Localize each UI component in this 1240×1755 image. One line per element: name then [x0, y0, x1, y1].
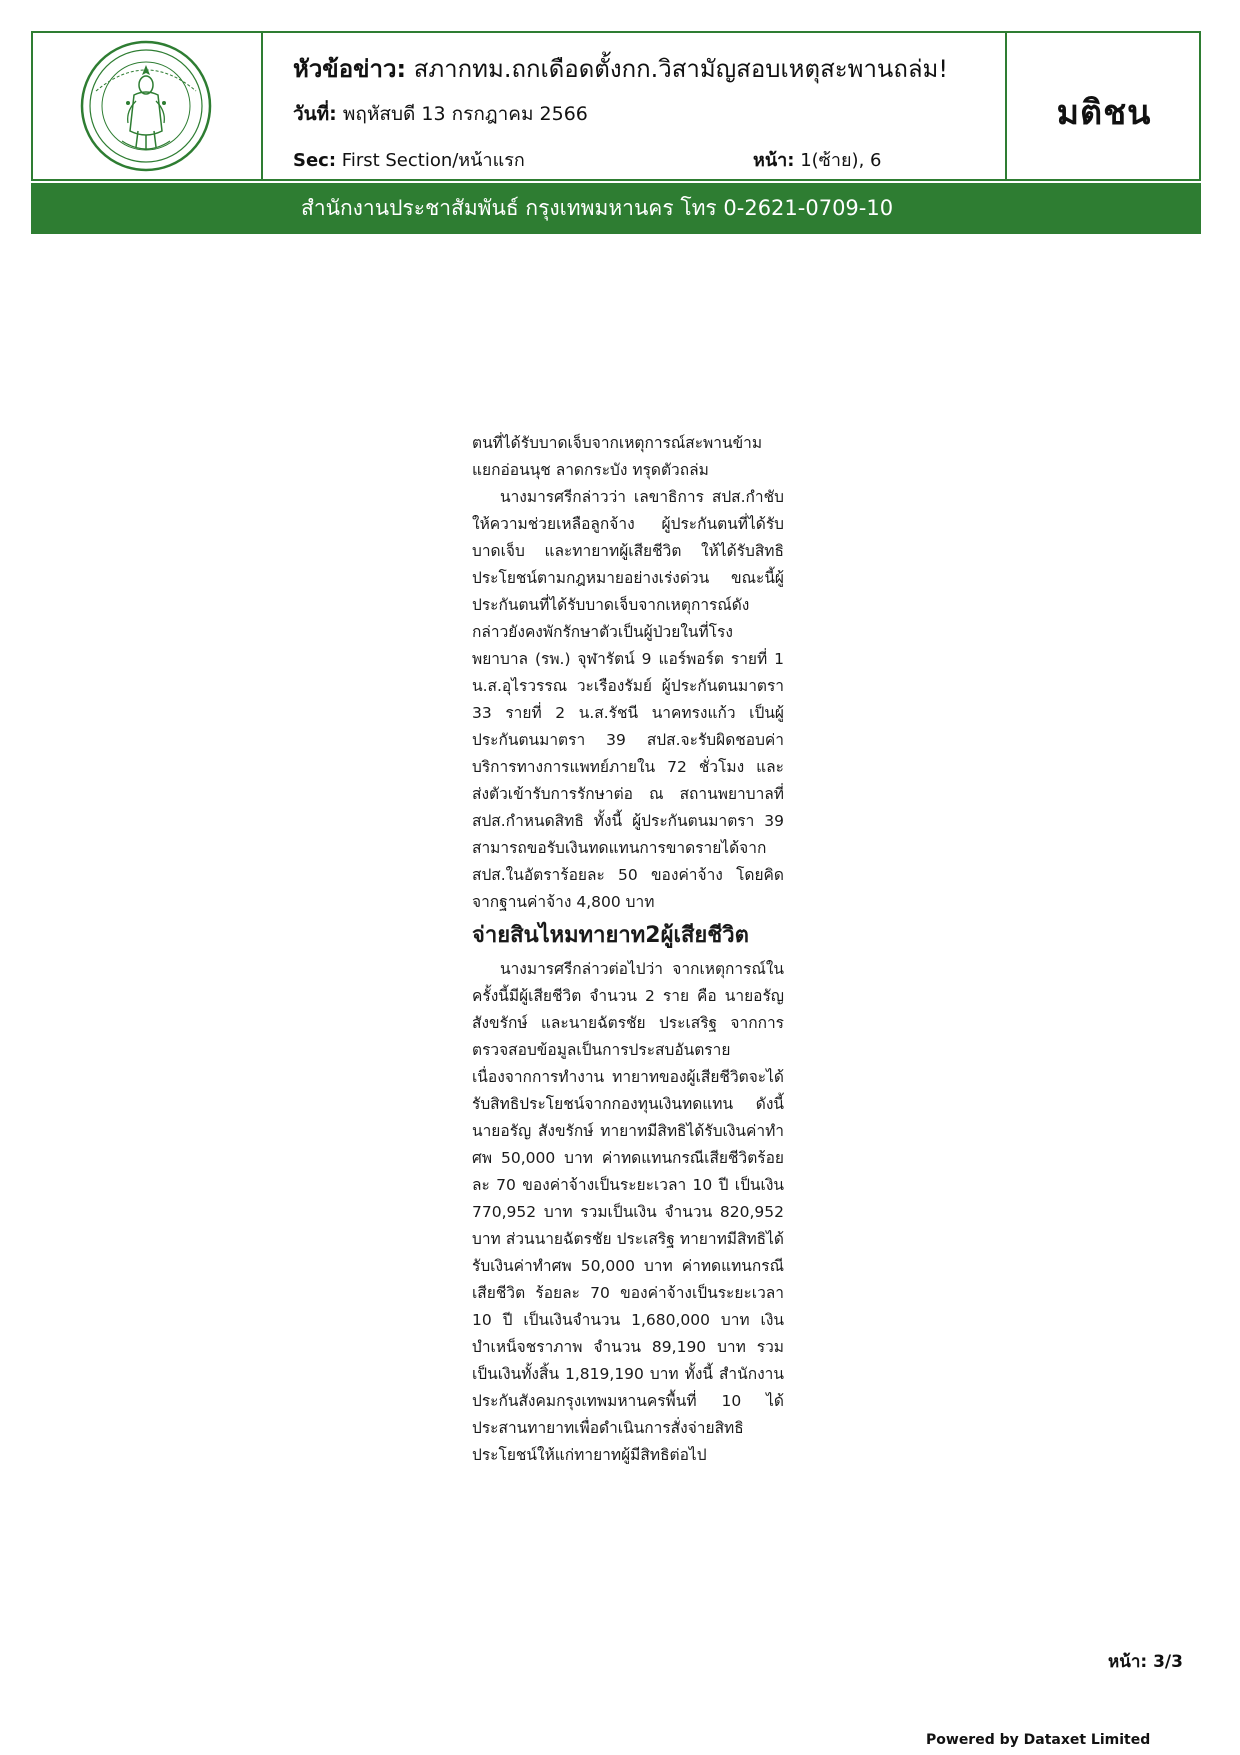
date-row — [293, 99, 588, 129]
powered-by: Powered by Dataxet Limited — [926, 1732, 1151, 1748]
page-ref-row — [753, 145, 881, 174]
date-text: พฤหัสบดี 13 กรกฎาคม 2566 — [336, 103, 588, 125]
logo-cell — [33, 33, 263, 179]
article-subheading: จ่ายสินไหมทายาท2ผู้เสียชีวิต — [472, 923, 749, 948]
section-label: Sec: — [293, 150, 337, 171]
page-ref-text: 1(ซ้าย), 6 — [794, 150, 882, 171]
section-text: First Section/หน้าแรก — [336, 150, 525, 171]
headline-row — [293, 49, 948, 88]
article-paragraph: ตนที่ได้รับบาดเจ็บจากเหตุการณ์สะพานข้ามแยกอ่อนนุช ลาดกระบัง ทรุดตัวถล่ม — [472, 434, 763, 479]
publication-name: มติชน — [1056, 93, 1152, 133]
page-number-value: 3/3 — [1147, 1652, 1183, 1672]
page-number-label: หน้า: — [1108, 1652, 1148, 1672]
page-number — [1108, 1648, 1183, 1675]
headline-label: หัวข้อข่าว: — [293, 55, 407, 83]
section-row — [293, 145, 525, 174]
bma-seal-icon — [76, 39, 216, 173]
page-ref-label: หน้า: — [753, 150, 795, 171]
header-info — [263, 33, 1005, 179]
article-body — [472, 430, 784, 1469]
clipping-header — [31, 31, 1201, 181]
article-paragraph: นางมารศรีกล่าวว่า เลขาธิการ สปส.กำชับให้ความช่วยเหลือลูกจ้าง ผู้ประกันตนที่ได้รับบาดเจ็บ และทายาทผู้เสียชีวิต ให้ได้รับสิทธิประโยชน์ตามกฎหมายอย่างเร่งด่วน ขณะนี้ผู้ประกันตนที่ได้รับบาดเจ็บจากเหตุการณ์ดังกล่าวยังคงพักรักษาตัวเป็นผู้ป่วยในที่โรงพยาบาล (รพ.) จุฬารัตน์ 9 แอร์พอร์ต รายที่ 1 น.ส.อุไรวรรณ วะเรืองรัมย์ ผู้ประกันตนมาตรา 33 รายที่ 2 น.ส.รัชนี นาคทรงแก้ว เป็นผู้ประกันตนมาตรา 39 สปส.จะรับผิดชอบค่าบริการทางการแพทย์ภายใน 72 ชั่วโมง และส่งตัวเข้ารับการรักษาต่อ ณ สถานพยาบาลที่สปส.กำหนดสิทธิ ทั้งนี้ ผู้ประกันตนมาตรา 39 สามารถขอรับเงินทดแทนการขาดรายได้จาก สปส.ในอัตราร้อยละ 50 ของค่าจ้าง โดยคิดจากฐานค่าจ้าง 4,800 บาท — [472, 488, 784, 911]
date-label: วันที่: — [293, 103, 337, 125]
article-paragraph: นางมารศรีกล่าวต่อไปว่า จากเหตุการณ์ในครั้งนี้มีผู้เสียชีวิต จำนวน 2 ราย คือ นายอรัญ สังขรักษ์ และนายฉัตรชัย ประเสริฐ จากการตรวจสอบข้อมูลเป็นการประสบอันตรายเนื่องจากการทำงาน ทายาทของผู้เสียชีวิตจะได้รับสิทธิประโยชน์จากกองทุนเงินทดแทน ดังนี้ นายอรัญ สังขรักษ์ ทายาทมีสิทธิได้รับเงินค่าทำศพ 50,000 บาท ค่าทดแทนกรณีเสียชีวิตร้อยละ 70 ของค่าจ้างเป็นระยะเวลา 10 ปี เป็นเงิน 770,952 บาท รวมเป็นเงิน จำนวน 820,952 บาท ส่วนนายฉัตรชัย ประเสริฐ ทายาทมีสิทธิได้รับเงินค่าทำศพ 50,000 บาท ค่าทดแทนกรณีเสียชีวิต ร้อยละ 70 ของค่าจ้างเป็นระยะเวลา 10 ปี เป็นเงินจำนวน 1,680,000 บาท เงินบำเหน็จชราภาพ จำนวน 89,190 บาท รวมเป็นเงินทั้งสิ้น 1,819,190 บาท ทั้งนี้ สำนักงานประกันสังคมกรุงเทพมหานครพื้นที่ 10 ได้ประสานทายาทเพื่อดำเนินการสั่งจ่ายสิทธิประโยชน์ให้แก่ทายาทผู้มีสิทธิต่อไป — [472, 960, 784, 1464]
headline-text: สภากทม.ถกเดือดตั้งกก.วิสามัญสอบเหตุสะพานถล่ม! — [406, 55, 948, 83]
contact-banner — [31, 183, 1201, 234]
publication-cell — [1005, 33, 1201, 179]
contact-banner-text: สำนักงานประชาสัมพันธ์ กรุงเทพมหานคร โทร 0-2621-0709-10 — [301, 196, 894, 220]
